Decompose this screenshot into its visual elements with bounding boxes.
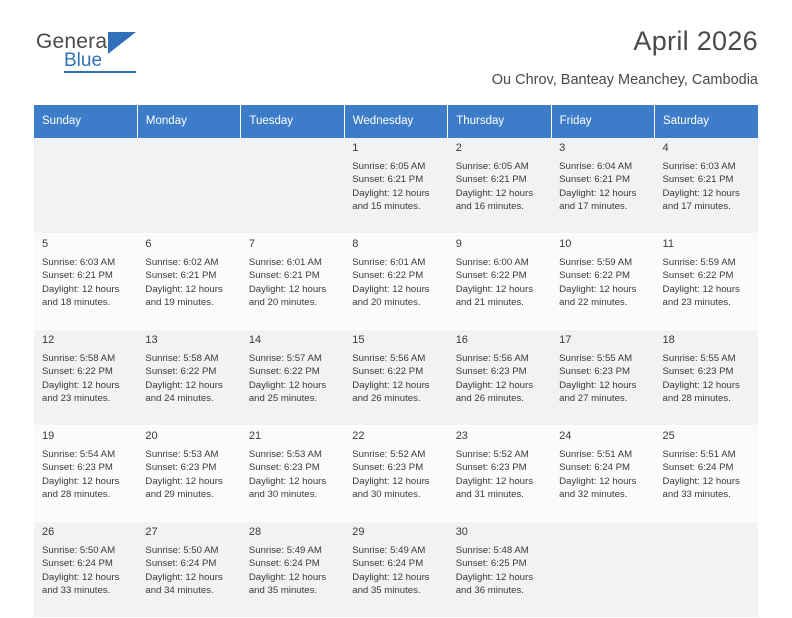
day-detail-line: Sunset: 6:21 PM	[662, 174, 734, 186]
day-detail-line: Daylight: 12 hours	[455, 379, 534, 391]
day-number: 20	[145, 430, 158, 442]
day-detail-line: Sunset: 6:21 PM	[248, 270, 320, 282]
day-detail-line: Daylight: 12 hours	[455, 571, 534, 583]
day-detail-line: and 17 minutes.	[559, 201, 628, 213]
day-detail-line: Sunset: 6:23 PM	[352, 462, 424, 474]
day-detail-line: and 27 minutes.	[559, 393, 628, 405]
calendar-day-cell[interactable]	[655, 330, 758, 426]
day-detail-line: Sunset: 6:23 PM	[42, 462, 113, 474]
day-detail-line: Daylight: 12 hours	[352, 187, 430, 199]
day-number: 10	[559, 238, 572, 250]
weekday-header-tuesday: Tuesday	[241, 105, 344, 138]
day-detail-line: and 16 minutes.	[455, 201, 524, 213]
day-detail-line: Sunset: 6:22 PM	[248, 366, 320, 378]
day-detail-line: Sunset: 6:24 PM	[248, 558, 320, 570]
calendar-day-cell[interactable]	[551, 138, 654, 234]
day-detail-line: and 15 minutes.	[352, 201, 421, 213]
day-number: 3	[559, 142, 566, 154]
day-detail-line: Daylight: 12 hours	[662, 379, 740, 391]
day-number: 24	[559, 430, 572, 442]
day-detail-line: Sunrise: 5:49 AM	[248, 544, 322, 556]
day-detail-line: Daylight: 12 hours	[248, 475, 327, 487]
calendar-day-cell[interactable]	[448, 138, 551, 234]
day-detail-line: Sunrise: 5:50 AM	[42, 544, 116, 556]
location-subtitle: Ou Chrov, Banteay Meanchey, Cambodia	[491, 72, 758, 88]
calendar-week-row	[34, 234, 758, 330]
calendar-day-cell[interactable]	[241, 234, 344, 330]
day-detail-line: and 22 minutes.	[559, 297, 628, 309]
day-detail-line: Sunset: 6:24 PM	[42, 558, 113, 570]
day-detail-line: Sunset: 6:24 PM	[662, 462, 734, 474]
weekday-header-saturday: Saturday	[655, 105, 758, 138]
flag-icon	[108, 32, 136, 54]
day-detail-line: and 26 minutes.	[455, 393, 524, 405]
day-detail-line: Sunset: 6:22 PM	[559, 270, 631, 282]
day-number: 12	[42, 334, 55, 346]
day-detail-line: Sunrise: 5:53 AM	[248, 448, 322, 460]
weekday-header-friday: Friday	[551, 105, 654, 138]
day-detail-line: Sunset: 6:23 PM	[455, 462, 527, 474]
day-detail-line: Daylight: 12 hours	[42, 379, 120, 391]
day-detail-line: and 36 minutes.	[455, 585, 524, 597]
day-detail-line: Daylight: 12 hours	[145, 379, 223, 391]
calendar-empty-cell	[34, 138, 137, 234]
day-detail-line: Daylight: 12 hours	[248, 379, 327, 391]
day-detail-line: Sunrise: 5:52 AM	[352, 448, 426, 460]
calendar-day-cell[interactable]	[34, 426, 137, 522]
day-detail-line: Sunrise: 5:58 AM	[145, 352, 219, 364]
day-detail-line: and 18 minutes.	[42, 297, 111, 309]
calendar-day-cell[interactable]	[344, 330, 447, 426]
weekday-header-monday: Monday	[137, 105, 240, 138]
calendar-day-cell[interactable]	[655, 234, 758, 330]
day-detail-line: Sunrise: 5:55 AM	[662, 352, 736, 364]
day-detail-line: Sunrise: 6:02 AM	[145, 256, 219, 268]
day-detail-line: Daylight: 12 hours	[559, 283, 637, 295]
day-detail-line: Sunset: 6:21 PM	[352, 174, 424, 186]
day-detail-line: Sunrise: 6:01 AM	[352, 256, 426, 268]
calendar-empty-cell	[137, 138, 240, 234]
day-number: 21	[248, 430, 262, 442]
day-number: 25	[662, 430, 675, 442]
day-detail-line: and 24 minutes.	[145, 393, 214, 405]
day-detail-line: and 32 minutes.	[559, 489, 628, 501]
day-detail-line: Sunrise: 5:59 AM	[662, 256, 736, 268]
day-detail-line: Sunrise: 5:52 AM	[455, 448, 529, 460]
calendar-day-cell[interactable]	[241, 522, 344, 618]
logo-text-general: General	[36, 30, 113, 53]
day-detail-line: and 26 minutes.	[352, 393, 421, 405]
generalblue-logo	[36, 30, 256, 80]
day-detail-line: and 34 minutes.	[145, 585, 214, 597]
day-detail-line: and 23 minutes.	[42, 393, 111, 405]
day-detail-line: Sunrise: 5:57 AM	[248, 352, 322, 364]
calendar-day-cell[interactable]	[551, 426, 654, 522]
day-detail-line: and 33 minutes.	[42, 585, 111, 597]
weekday-header-sunday: Sunday	[34, 105, 137, 138]
day-detail-line: Sunrise: 5:59 AM	[559, 256, 633, 268]
calendar-day-cell[interactable]	[137, 330, 240, 426]
day-detail-line: Sunset: 6:22 PM	[42, 366, 113, 378]
day-detail-line: Daylight: 12 hours	[559, 379, 637, 391]
day-number: 16	[455, 334, 468, 346]
day-detail-line: Sunset: 6:23 PM	[455, 366, 527, 378]
day-number: 27	[145, 526, 158, 538]
day-detail-line: Sunrise: 6:00 AM	[455, 256, 529, 268]
day-detail-line: Sunset: 6:22 PM	[662, 270, 734, 282]
day-detail-line: Sunset: 6:21 PM	[42, 270, 113, 282]
day-detail-line: Sunset: 6:22 PM	[352, 270, 424, 282]
day-detail-line: and 19 minutes.	[145, 297, 214, 309]
day-detail-line: Daylight: 12 hours	[145, 571, 223, 583]
day-detail-line: Daylight: 12 hours	[352, 571, 430, 583]
day-detail-line: Sunset: 6:24 PM	[352, 558, 424, 570]
day-number: 7	[248, 238, 255, 250]
day-detail-line: Sunrise: 6:01 AM	[248, 256, 322, 268]
day-detail-line: Sunrise: 5:56 AM	[455, 352, 529, 364]
page-header	[34, 0, 758, 88]
calendar-day-cell[interactable]	[344, 234, 447, 330]
calendar-day-cell[interactable]	[137, 234, 240, 330]
calendar-week-row	[34, 426, 758, 522]
day-detail-line: and 28 minutes.	[662, 393, 731, 405]
day-detail-line: and 35 minutes.	[352, 585, 421, 597]
day-detail-line: and 33 minutes.	[662, 489, 731, 501]
calendar-day-cell[interactable]	[137, 522, 240, 618]
day-number: 18	[662, 334, 675, 346]
day-detail-line: Daylight: 12 hours	[42, 283, 120, 295]
day-number: 29	[352, 526, 365, 538]
calendar-empty-cell	[551, 522, 654, 618]
day-detail-line: Sunset: 6:25 PM	[455, 558, 527, 570]
day-number: 26	[42, 526, 55, 538]
day-detail-line: Daylight: 12 hours	[662, 187, 740, 199]
calendar-day-cell[interactable]	[551, 234, 654, 330]
day-detail-line: Daylight: 12 hours	[42, 571, 120, 583]
day-detail-line: and 20 minutes.	[352, 297, 421, 309]
day-detail-line: Daylight: 12 hours	[559, 187, 637, 199]
weekday-header-thursday: Thursday	[448, 105, 551, 138]
day-number: 30	[455, 526, 468, 538]
day-number: 11	[662, 238, 674, 250]
day-detail-line: Sunset: 6:21 PM	[559, 174, 631, 186]
day-detail-line: Sunset: 6:23 PM	[248, 462, 320, 474]
day-number: 28	[248, 526, 262, 538]
day-detail-line: Sunset: 6:21 PM	[455, 174, 527, 186]
day-detail-line: Daylight: 12 hours	[455, 283, 534, 295]
day-detail-line: and 23 minutes.	[662, 297, 731, 309]
day-detail-line: Daylight: 12 hours	[42, 475, 120, 487]
day-detail-line: Sunrise: 6:03 AM	[42, 256, 116, 268]
day-detail-line: Sunset: 6:22 PM	[352, 366, 424, 378]
day-detail-line: Daylight: 12 hours	[662, 475, 740, 487]
calendar-day-cell[interactable]	[448, 234, 551, 330]
day-detail-line: Sunrise: 5:55 AM	[559, 352, 633, 364]
calendar-day-cell[interactable]	[344, 426, 447, 522]
calendar-day-cell[interactable]	[448, 426, 551, 522]
calendar-day-cell[interactable]	[344, 138, 447, 234]
day-detail-line: Sunrise: 5:49 AM	[352, 544, 426, 556]
day-detail-line: Sunset: 6:23 PM	[559, 366, 631, 378]
day-detail-line: Sunset: 6:23 PM	[662, 366, 734, 378]
day-detail-line: and 30 minutes.	[248, 489, 318, 501]
day-detail-line: Sunset: 6:22 PM	[455, 270, 527, 282]
day-detail-line: Daylight: 12 hours	[145, 283, 223, 295]
logo-underline	[64, 71, 136, 73]
day-detail-line: and 17 minutes.	[662, 201, 731, 213]
day-detail-line: Sunset: 6:24 PM	[559, 462, 631, 474]
day-number: 22	[352, 430, 365, 442]
day-detail-line: Sunset: 6:24 PM	[145, 558, 217, 570]
calendar-day-cell[interactable]	[34, 330, 137, 426]
day-detail-line: Daylight: 12 hours	[455, 475, 534, 487]
calendar-day-cell[interactable]	[551, 330, 654, 426]
calendar-empty-cell	[241, 138, 344, 234]
day-detail-line: Sunrise: 5:51 AM	[559, 448, 633, 460]
day-detail-line: Daylight: 12 hours	[559, 475, 637, 487]
day-number: 17	[559, 334, 572, 346]
day-detail-line: Sunrise: 5:54 AM	[42, 448, 116, 460]
day-detail-line: and 30 minutes.	[352, 489, 421, 501]
day-detail-line: and 28 minutes.	[42, 489, 111, 501]
day-number: 4	[662, 142, 669, 154]
calendar-body	[34, 138, 758, 618]
day-detail-line: Sunrise: 5:51 AM	[662, 448, 736, 460]
calendar-day-cell[interactable]	[34, 234, 137, 330]
day-number: 15	[352, 334, 365, 346]
day-number: 23	[455, 430, 468, 442]
weekday-header-wednesday: Wednesday	[344, 105, 447, 138]
day-detail-line: Daylight: 12 hours	[248, 571, 327, 583]
page-title: April 2026	[633, 26, 758, 56]
logo-text-blue: Blue	[64, 50, 103, 71]
day-detail-line: Daylight: 12 hours	[352, 475, 430, 487]
day-detail-line: Sunrise: 5:58 AM	[42, 352, 116, 364]
day-number: 8	[352, 238, 359, 250]
calendar-day-cell[interactable]	[241, 426, 344, 522]
day-detail-line: and 25 minutes.	[248, 393, 318, 405]
day-number: 19	[42, 430, 55, 442]
day-detail-line: and 21 minutes.	[455, 297, 524, 309]
day-detail-line: Sunset: 6:22 PM	[145, 366, 217, 378]
calendar-day-cell[interactable]	[655, 426, 758, 522]
day-detail-line: Daylight: 12 hours	[455, 187, 534, 199]
day-number: 6	[145, 238, 152, 250]
calendar-day-cell[interactable]	[448, 330, 551, 426]
calendar-day-cell[interactable]	[655, 138, 758, 234]
day-detail-line: and 29 minutes.	[145, 489, 214, 501]
calendar-empty-cell	[655, 522, 758, 618]
calendar-week-row	[34, 138, 758, 234]
day-detail-line: Sunrise: 6:05 AM	[455, 160, 529, 172]
day-detail-line: Sunrise: 5:53 AM	[145, 448, 219, 460]
calendar-day-cell[interactable]	[344, 522, 447, 618]
day-detail-line: and 20 minutes.	[248, 297, 318, 309]
calendar-day-cell[interactable]	[241, 330, 344, 426]
day-number: 13	[145, 334, 158, 346]
day-detail-line: Daylight: 12 hours	[662, 283, 740, 295]
day-detail-line: Daylight: 12 hours	[248, 283, 327, 295]
day-detail-line: and 35 minutes.	[248, 585, 318, 597]
day-number: 2	[455, 142, 462, 154]
day-detail-line: and 31 minutes.	[455, 489, 524, 501]
day-detail-line: Sunrise: 6:05 AM	[352, 160, 426, 172]
day-detail-line: Daylight: 12 hours	[145, 475, 223, 487]
calendar-week-row	[34, 330, 758, 426]
day-detail-line: Daylight: 12 hours	[352, 283, 430, 295]
day-number: 1	[352, 142, 359, 154]
day-detail-line: Sunrise: 6:03 AM	[662, 160, 736, 172]
day-detail-line: Sunrise: 5:56 AM	[352, 352, 426, 364]
calendar-day-cell[interactable]	[137, 426, 240, 522]
day-detail-line: Sunset: 6:21 PM	[145, 270, 217, 282]
day-detail-line: Daylight: 12 hours	[352, 379, 430, 391]
month-calendar	[34, 105, 758, 618]
calendar-day-cell[interactable]	[34, 522, 137, 618]
weekday-header-row	[34, 105, 758, 138]
day-number: 9	[455, 238, 462, 250]
day-number: 5	[42, 238, 49, 250]
day-detail-line: Sunrise: 5:48 AM	[455, 544, 529, 556]
day-number: 14	[248, 334, 262, 346]
day-detail-line: Sunrise: 6:04 AM	[559, 160, 633, 172]
day-detail-line: Sunrise: 5:50 AM	[145, 544, 219, 556]
calendar-week-row	[34, 522, 758, 618]
calendar-day-cell[interactable]	[448, 522, 551, 618]
day-detail-line: Sunset: 6:23 PM	[145, 462, 217, 474]
